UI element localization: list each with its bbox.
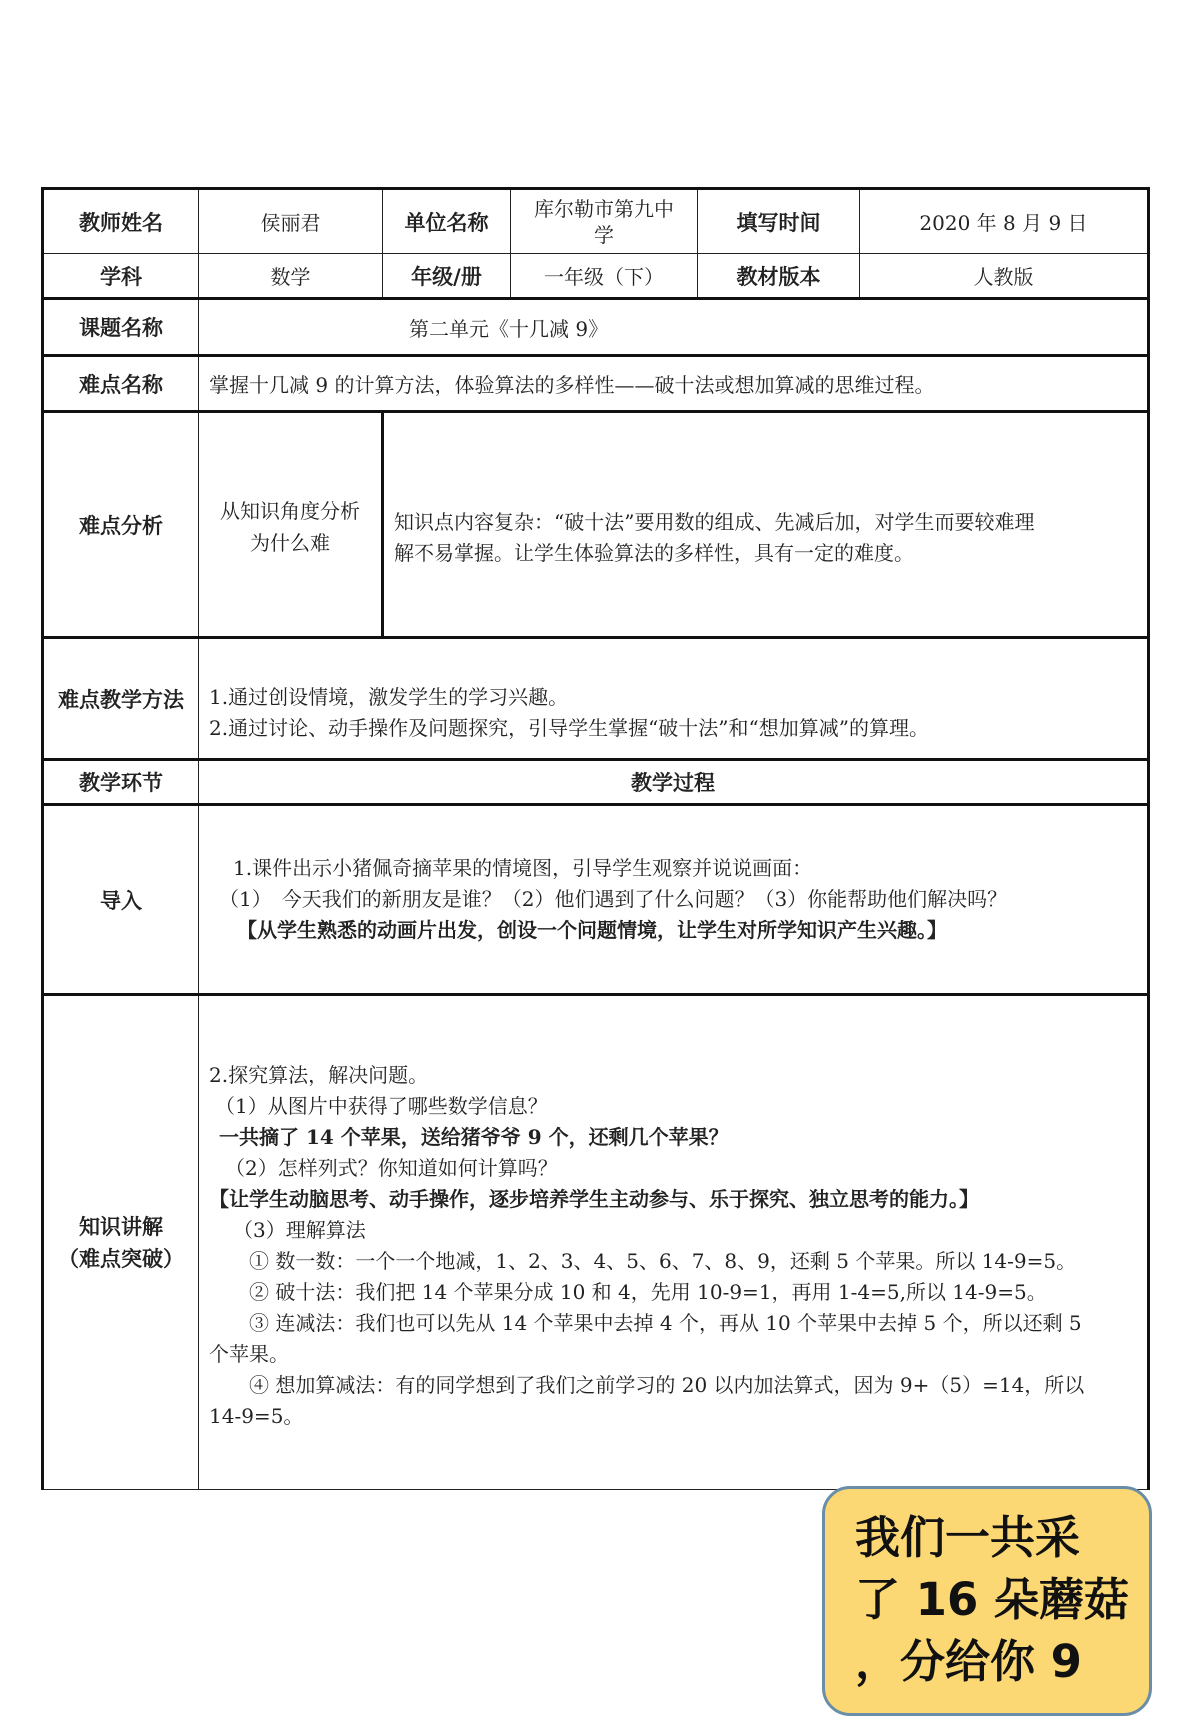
topic-row (43, 299, 1149, 356)
method-content (199, 638, 1149, 760)
knowledge-line: 个苹果。 (209, 1342, 289, 1366)
intro-line3: 【从学生熟悉的动画片出发，创设一个问题情境，让学生对所学知识产生兴趣。】 (237, 918, 947, 942)
topic-label: 课题名称 (43, 299, 199, 356)
knowledge-label (43, 995, 199, 1490)
lesson-plan-form (41, 187, 1147, 1490)
analysis-label: 难点分析 (43, 412, 199, 638)
intro-content (199, 805, 1149, 995)
grade-value: 一年级（下） (511, 254, 698, 299)
edition-value: 人教版 (860, 254, 1149, 299)
teacher-value: 侯丽君 (199, 189, 383, 254)
teacher-label: 教师姓名 (43, 189, 199, 254)
analysis-sub-label (199, 412, 383, 638)
knowledge-label-line2: （难点突破） (58, 1246, 184, 1271)
process-header-row (43, 760, 1149, 805)
intro-line2: （1） 今天我们的新朋友是谁？（2）他们遇到了什么问题？（3）你能帮助他们解决吗？ (219, 887, 1008, 911)
unit-value-line1: 库尔勒市第九中 (534, 196, 674, 221)
analysis-content (383, 412, 1149, 638)
intro-row (43, 805, 1149, 995)
fill-time-value: 2020 年 8 月 9 日 (860, 189, 1149, 254)
knowledge-line: ③ 连减法：我们也可以先从 14 个苹果中去掉 4 个，再从 10 个苹果中去掉 5 个，所以还剩 5 (249, 1311, 1082, 1335)
knowledge-line: （1）从图片中获得了哪些数学信息？ (215, 1094, 548, 1118)
difficulty-label: 难点名称 (43, 356, 199, 412)
info-row-2 (43, 254, 1149, 299)
subject-label: 学科 (43, 254, 199, 299)
knowledge-line: （3）理解算法 (233, 1218, 366, 1242)
knowledge-line: 一共摘了 14 个苹果，送给猪爷爷 9 个，还剩几个苹果？ (219, 1125, 729, 1149)
knowledge-line: ② 破十法：我们把 14 个苹果分成 10 和 4，先用 10-9=1，再用 1-4=5,所以 14-9=5。 (249, 1280, 1047, 1304)
edition-label: 教材版本 (698, 254, 860, 299)
lesson-plan-table (41, 187, 1150, 1490)
grade-label: 年级/册 (383, 254, 511, 299)
analysis-line1: 知识点内容复杂：“破十法”要用数的组成、先减后加，对学生而要较难理 (394, 510, 1035, 534)
method-label: 难点教学方法 (43, 638, 199, 760)
knowledge-content (199, 995, 1149, 1490)
method-line2: 2.通过讨论、动手操作及问题探究，引导学生掌握“破十法”和“想加算减”的算理。 (209, 715, 929, 740)
process-stage-label: 教学环节 (43, 760, 199, 805)
knowledge-label-line1: 知识讲解 (79, 1214, 163, 1239)
sticker-line3: ，分给你 9 (855, 1635, 1082, 1688)
process-title: 教学过程 (199, 760, 1149, 805)
unit-label: 单位名称 (383, 189, 511, 254)
sticker-line2: 了 16 朵蘑菇 (855, 1573, 1129, 1626)
difficulty-value: 掌握十几减 9 的计算方法，体验算法的多样性——破十法或想加算减的思维过程。 (199, 356, 1149, 412)
topic-value: 第二单元《十几减 9》 (199, 299, 1149, 356)
knowledge-line: ① 数一数：一个一个地减，1、2、3、4、5、6、7、8、9，还剩 5 个苹果。所以 14-9=5。 (249, 1249, 1077, 1273)
method-row (43, 638, 1149, 760)
info-row-1 (43, 189, 1149, 254)
unit-value-line2: 学 (594, 222, 614, 247)
unit-value (511, 189, 698, 254)
fill-time-label: 填写时间 (698, 189, 860, 254)
difficulty-row (43, 356, 1149, 412)
intro-line1: 1.课件出示小猪佩奇摘苹果的情境图，引导学生观察并说说画面： (233, 856, 813, 880)
analysis-row (43, 412, 1149, 638)
knowledge-line: （2）怎样列式？你知道如何计算吗？ (225, 1156, 558, 1180)
knowledge-row (43, 995, 1149, 1490)
analysis-sub-label-line2: 为什么难 (250, 531, 330, 555)
sticker-line1: 我们一共采 (855, 1511, 1081, 1564)
intro-label: 导入 (43, 805, 199, 995)
knowledge-line: 【让学生动脑思考、动手操作，逐步培养学生主动参与、乐于探究、独立思考的能力。】 (209, 1187, 979, 1211)
knowledge-line: 14-9=5。 (209, 1404, 304, 1428)
knowledge-line: 2.探究算法，解决问题。 (209, 1063, 429, 1087)
analysis-sub-label-line1: 从知识角度分析 (220, 499, 360, 523)
method-line1: 1.通过创设情境，激发学生的学习兴趣。 (209, 684, 569, 709)
knowledge-line: ④ 想加算减法：有的同学想到了我们之前学习的 20 以内加法算式，因为 9+（5）=14，所以 (249, 1373, 1085, 1397)
analysis-line2: 解不易掌握。让学生体验算法的多样性，具有一定的难度。 (394, 541, 914, 565)
speech-sticker (822, 1486, 1152, 1716)
subject-value: 数学 (199, 254, 383, 299)
